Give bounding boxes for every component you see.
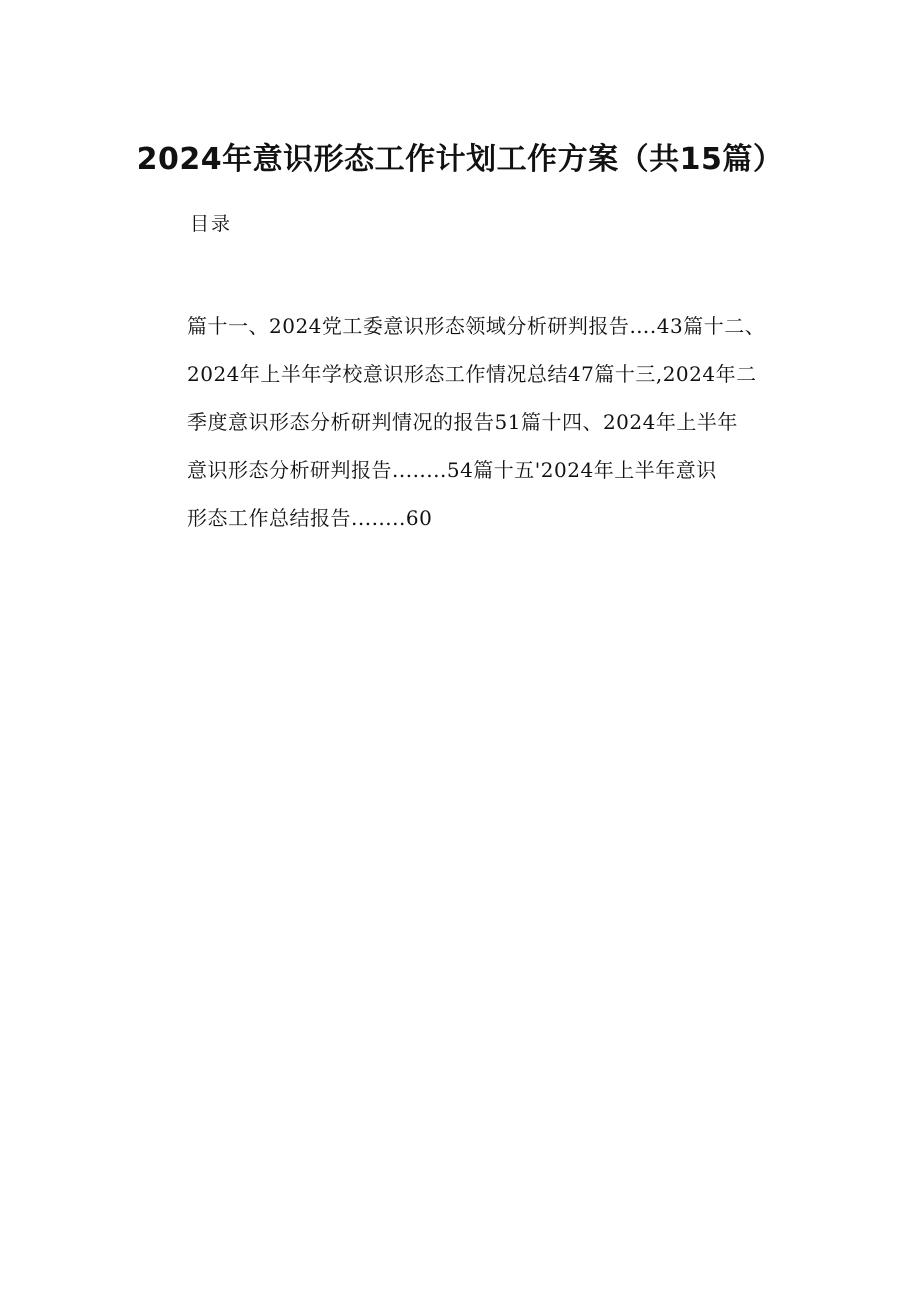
document-title: 2024年意识形态工作计划工作方案（共15篇）	[136, 142, 784, 177]
toc-heading: 目录	[190, 213, 233, 235]
toc-line: 2024年上半年学校意识形态工作情况总结47篇十三,2024年二	[187, 362, 757, 386]
toc-line: 篇十一、2024党工委意识形态领域分析研判报告….43篇十二、	[187, 314, 766, 338]
toc-line: 形态工作总结报告........60	[187, 506, 433, 530]
toc-line: 意识形态分析研判报告........54篇十五'2024年上半年意识	[187, 458, 717, 482]
toc-line: 季度意识形态分析研判情况的报告51篇十四、2024年上半年	[187, 410, 738, 434]
table-of-contents	[187, 302, 817, 542]
